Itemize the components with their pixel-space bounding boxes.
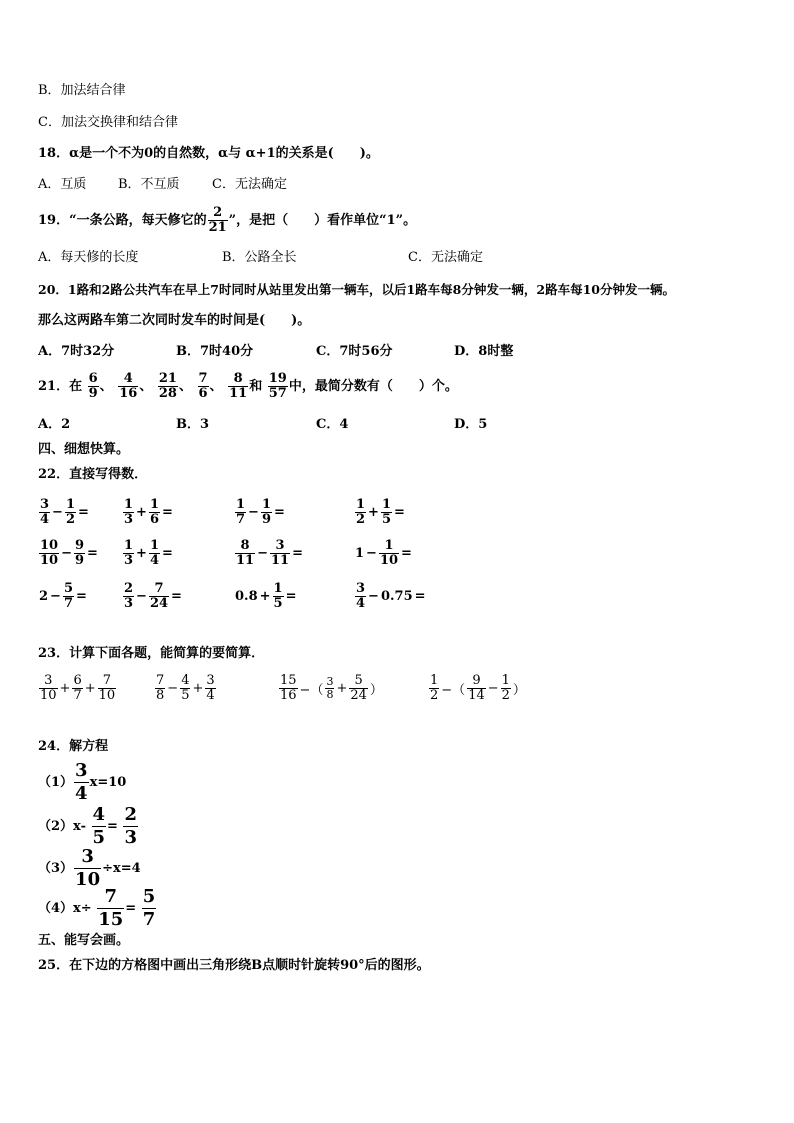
eq4-frac-2 xyxy=(142,886,157,931)
q19-suffix: ”，是把（ ）看作单位“1”。 xyxy=(228,213,417,228)
denominator: 24 xyxy=(149,595,169,611)
den: 2 xyxy=(501,687,510,703)
q23-e4-frac-c xyxy=(501,674,511,703)
numerator: 1 xyxy=(236,496,246,512)
den: 10 xyxy=(40,687,57,703)
q21-sep: 、 xyxy=(139,379,153,394)
q19-frac-den: 21 xyxy=(208,220,227,235)
denominator: 10 xyxy=(379,552,399,568)
equals-sign: = xyxy=(78,504,89,520)
numerator: 3 xyxy=(270,539,290,554)
num: 3 xyxy=(206,672,215,688)
q24-eq1 xyxy=(38,760,126,806)
q21-frac-6 xyxy=(268,372,288,401)
operator: −（ xyxy=(299,682,324,698)
operator: − xyxy=(136,588,147,604)
q23-expressions xyxy=(38,668,758,708)
equals-sign: = xyxy=(292,545,303,561)
q23-e2-frac-2 xyxy=(180,674,190,703)
numerator: 1 xyxy=(273,580,283,596)
denominator: 2 xyxy=(65,511,75,527)
fraction xyxy=(149,539,160,568)
den: 14 xyxy=(468,687,485,703)
q19-options xyxy=(38,249,483,267)
numerator: 3 xyxy=(40,496,50,512)
denominator: 4 xyxy=(40,511,50,527)
num: 3 xyxy=(39,674,58,689)
fraction xyxy=(261,498,272,527)
num: 7 xyxy=(156,672,165,688)
fraction xyxy=(74,539,85,568)
q21-frac-2-num: 4 xyxy=(118,372,138,387)
q21-frac-5-num: 8 xyxy=(228,372,248,387)
q21-sep: 、 xyxy=(178,379,192,394)
numerator: 10 xyxy=(40,537,59,553)
q24-title: 24．解方程 xyxy=(38,739,109,754)
den: 3 xyxy=(124,827,137,848)
q23-e1-frac-2 xyxy=(72,674,82,703)
fraction xyxy=(123,498,134,527)
eq3-frac xyxy=(74,846,101,891)
q23-title: 23．计算下面各题，能简算的要简算． xyxy=(38,646,265,661)
numerator: 1 xyxy=(381,496,391,512)
operator: + xyxy=(136,504,147,520)
den: 5 xyxy=(92,827,106,848)
fraction xyxy=(63,582,74,611)
fraction xyxy=(273,582,284,611)
operator: − xyxy=(248,504,259,520)
fraction xyxy=(379,539,399,568)
operator: − xyxy=(257,545,268,561)
numerator: 1 xyxy=(149,496,159,512)
q21-frac-4-den: 6 xyxy=(198,386,208,401)
q24-eq2 xyxy=(38,804,139,850)
operator: + xyxy=(59,680,71,696)
operator: −（ xyxy=(441,682,466,698)
equals-sign: = xyxy=(162,545,173,561)
numerator: 1 xyxy=(379,539,399,554)
q23-e4-frac-b xyxy=(467,674,486,703)
q23-e3-frac-a xyxy=(279,674,298,703)
operator: − xyxy=(50,588,61,604)
q23-e3-frac-c xyxy=(349,674,368,703)
q22-item xyxy=(122,576,183,616)
eq4-frac xyxy=(97,886,124,931)
fraction xyxy=(355,498,366,527)
q22-item xyxy=(234,576,297,616)
denominator: 10 xyxy=(40,552,59,568)
num: 4 xyxy=(181,672,190,688)
den: 2 xyxy=(430,687,439,703)
q18-options xyxy=(38,176,287,194)
denominator: 3 xyxy=(124,595,134,611)
num: 3 xyxy=(326,674,334,688)
operator: − xyxy=(61,545,72,561)
num: 5 xyxy=(142,886,156,907)
numerator: 5 xyxy=(63,580,73,596)
num: 9 xyxy=(467,674,486,689)
q21-frac-5-den: 11 xyxy=(229,386,248,401)
fraction xyxy=(39,539,59,568)
eq-mid: = xyxy=(107,819,123,834)
equals-sign: = xyxy=(285,588,297,604)
denominator: 11 xyxy=(271,552,290,568)
q21-frac-4-num: 7 xyxy=(198,371,208,386)
q19-question xyxy=(38,204,416,238)
q22-item xyxy=(354,533,413,573)
q19-frac-num: 2 xyxy=(208,206,228,221)
den: 24 xyxy=(350,687,367,703)
eq-mid: = xyxy=(125,901,141,916)
numerator: 3 xyxy=(356,580,366,596)
num: 1 xyxy=(430,672,439,688)
equals-sign: = xyxy=(274,504,285,520)
fraction xyxy=(235,498,246,527)
q20-option-a: A．7时32分 xyxy=(38,344,115,359)
operator: + xyxy=(192,680,204,696)
operator: + xyxy=(368,504,379,520)
fraction xyxy=(235,539,255,568)
q20-line1: 20．1路和2路公共汽车在早上7时同时从站里发出第一辆车，以后1路车每8分钟发一辆，2路车每10分钟发一辆。 xyxy=(38,282,675,297)
q21-and: 和 xyxy=(249,379,263,394)
eq-label: （4） xyxy=(38,901,74,916)
fraction xyxy=(149,498,160,527)
operator: + xyxy=(136,545,147,561)
eq-rest: x=10 xyxy=(89,775,127,790)
q22-item xyxy=(234,492,286,532)
q22-item xyxy=(122,492,174,532)
q21-options xyxy=(38,416,487,434)
fraction xyxy=(355,582,366,611)
equals-sign: = xyxy=(414,588,426,604)
q20-options xyxy=(38,343,513,361)
q17-option-b: B．加法结合律 xyxy=(38,83,126,98)
leading-number: 1 xyxy=(355,545,365,561)
q20-option-b: B．7时40分 xyxy=(176,344,254,359)
trailing-number: 0.75 xyxy=(380,588,413,604)
den: 8 xyxy=(156,687,165,703)
fraction xyxy=(65,498,76,527)
q23-e1-frac-1 xyxy=(39,674,58,703)
section-5-heading: 五、能写会画。 xyxy=(38,933,130,948)
denominator: 6 xyxy=(149,511,159,527)
q19-option-c: C．无法确定 xyxy=(408,250,483,265)
den: 4 xyxy=(206,687,215,703)
q21-frac-6-num: 19 xyxy=(268,371,287,386)
numerator: 2 xyxy=(124,580,134,596)
den: 16 xyxy=(280,687,297,703)
denominator: 7 xyxy=(236,511,246,527)
numerator: 1 xyxy=(356,496,366,512)
fraction xyxy=(123,582,134,611)
den: 10 xyxy=(98,687,116,703)
q17-option-c: C．加法交换律和结合律 xyxy=(38,115,178,130)
equals-sign: = xyxy=(87,545,98,561)
q19-prefix: 19．“一条公路，每天修它的 xyxy=(38,213,207,228)
num: 15 xyxy=(280,672,297,688)
num: 2 xyxy=(124,804,137,825)
q23-expr-1 xyxy=(38,668,117,708)
fraction xyxy=(381,498,392,527)
num: 7 xyxy=(97,886,124,909)
q18-option-c: C．无法确定 xyxy=(212,177,287,192)
num: 6 xyxy=(73,672,82,688)
numerator: 8 xyxy=(235,539,255,554)
denominator: 9 xyxy=(261,511,271,527)
q25-question: 25．在下边的方格图中画出三角形绕B点顺时针旋转90°后的图形。 xyxy=(38,958,430,973)
q22-item xyxy=(38,576,88,616)
num: 1 xyxy=(501,672,510,688)
denominator: 3 xyxy=(124,511,134,527)
q21-frac-4 xyxy=(198,372,209,401)
q23-expr-4 xyxy=(428,668,527,708)
fraction xyxy=(39,498,50,527)
q21-prefix: 21．在 xyxy=(38,379,83,394)
denominator: 9 xyxy=(75,552,85,568)
equals-sign: = xyxy=(162,504,173,520)
denominator: 3 xyxy=(124,552,134,568)
denominator: 5 xyxy=(273,595,283,611)
q21-frac-3-num: 21 xyxy=(158,371,177,386)
denominator: 4 xyxy=(149,552,159,568)
q20-option-c: C．7时56分 xyxy=(316,344,393,359)
paren-close: ） xyxy=(512,682,526,698)
leading-number: 0.8 xyxy=(235,588,258,604)
numerator: 9 xyxy=(75,537,85,553)
numerator: 1 xyxy=(124,496,134,512)
eq-label: （1） xyxy=(38,775,74,790)
den: 15 xyxy=(98,909,124,930)
q18-question: 18．α是一个不为0的自然数，α与 α+1的关系是( )。 xyxy=(38,146,379,161)
q23-e2-frac-3 xyxy=(205,674,215,703)
eq-label: （3） xyxy=(38,861,74,876)
eq-pre: x÷ xyxy=(73,901,97,916)
q22-item xyxy=(122,533,174,573)
paren-close: ） xyxy=(369,682,383,698)
q18-option-b: B．不互质 xyxy=(118,177,180,192)
q21-frac-3 xyxy=(158,372,178,401)
eq2-frac xyxy=(92,804,107,849)
numerator: 1 xyxy=(261,496,271,512)
leading-number: 2 xyxy=(39,588,49,604)
operator: − xyxy=(366,545,377,561)
q21-question xyxy=(38,368,458,406)
q21-sep: 、 xyxy=(209,379,223,394)
q21-frac-1 xyxy=(88,372,99,401)
eq-label: （2） xyxy=(38,819,74,834)
operator: + xyxy=(259,588,271,604)
q19-option-a: A．每天修的长度 xyxy=(38,250,139,265)
den: 4 xyxy=(75,783,88,804)
q21-frac-3-den: 28 xyxy=(158,386,177,401)
operator: − xyxy=(52,504,63,520)
num: 7 xyxy=(98,674,117,689)
eq-rest: ÷x=4 xyxy=(102,861,141,876)
denominator: 11 xyxy=(236,552,255,568)
equals-sign: = xyxy=(401,545,412,561)
den: 7 xyxy=(142,909,156,930)
q22-item xyxy=(354,576,427,616)
q21-sep: 、 xyxy=(99,379,113,394)
q23-expr-2 xyxy=(154,668,217,708)
eq1-frac xyxy=(74,760,89,805)
q21-frac-1-den: 9 xyxy=(88,386,98,401)
q23-expr-3 xyxy=(278,668,384,708)
operator: + xyxy=(84,680,96,696)
q22-title: 22．直接写得数． xyxy=(38,467,148,482)
q23-e3-frac-b xyxy=(325,676,334,701)
q22-item xyxy=(234,533,304,573)
eq-pre: x- xyxy=(73,819,91,834)
q21-suffix: 中，最简分数有（ ）个。 xyxy=(288,379,458,394)
denominator: 4 xyxy=(356,595,366,611)
fraction xyxy=(123,539,134,568)
numerator: 1 xyxy=(149,537,159,553)
q21-frac-2 xyxy=(118,372,138,401)
q21-frac-1-num: 6 xyxy=(88,371,98,386)
eq2-frac-2 xyxy=(123,804,138,849)
numerator: 1 xyxy=(65,496,75,512)
q21-option-a: A．2 xyxy=(38,417,71,432)
q20-line2: 那么这两路车第二次同时发车的时间是( )。 xyxy=(38,313,311,328)
q19-fraction xyxy=(208,206,228,235)
q23-e1-frac-3 xyxy=(98,674,117,703)
num: 3 xyxy=(74,846,101,869)
q22-row xyxy=(38,492,758,532)
q22-row xyxy=(38,576,758,616)
q22-item xyxy=(38,492,90,532)
q22-item xyxy=(38,533,99,573)
den: 5 xyxy=(181,687,190,703)
q21-option-b: B．3 xyxy=(176,417,210,432)
equals-sign: = xyxy=(171,588,182,604)
q21-option-d: D．5 xyxy=(454,417,488,432)
q22-item xyxy=(354,492,406,532)
numerator: 7 xyxy=(149,582,169,597)
num: 5 xyxy=(349,674,368,689)
den: 7 xyxy=(73,687,82,703)
num: 3 xyxy=(75,760,88,781)
q21-option-c: C．4 xyxy=(316,417,349,432)
q24-eq4 xyxy=(38,886,157,932)
q23-e4-frac-a xyxy=(429,674,439,703)
section-4-heading: 四、细想快算。 xyxy=(38,442,130,457)
denominator: 7 xyxy=(63,595,73,611)
q23-e2-frac-1 xyxy=(155,674,165,703)
num: 4 xyxy=(92,804,106,825)
q22-row xyxy=(38,533,758,573)
q20-option-d: D．8时整 xyxy=(454,344,514,359)
numerator: 1 xyxy=(124,537,134,553)
denominator: 2 xyxy=(356,511,366,527)
den: 8 xyxy=(326,687,334,701)
q21-frac-2-den: 16 xyxy=(119,386,138,401)
fraction xyxy=(270,539,290,568)
operator: + xyxy=(336,680,348,696)
equals-sign: = xyxy=(76,588,87,604)
fraction xyxy=(149,582,169,611)
equals-sign: = xyxy=(394,504,405,520)
operator: − xyxy=(368,588,379,604)
q21-frac-6-den: 57 xyxy=(268,386,287,401)
operator: − xyxy=(487,680,499,696)
denominator: 5 xyxy=(381,511,391,527)
operator: − xyxy=(167,680,179,696)
q19-option-b: B．公路全长 xyxy=(222,250,297,265)
q18-option-a: A．互质 xyxy=(38,177,87,192)
q21-frac-5 xyxy=(228,372,248,401)
den: 10 xyxy=(75,869,101,890)
